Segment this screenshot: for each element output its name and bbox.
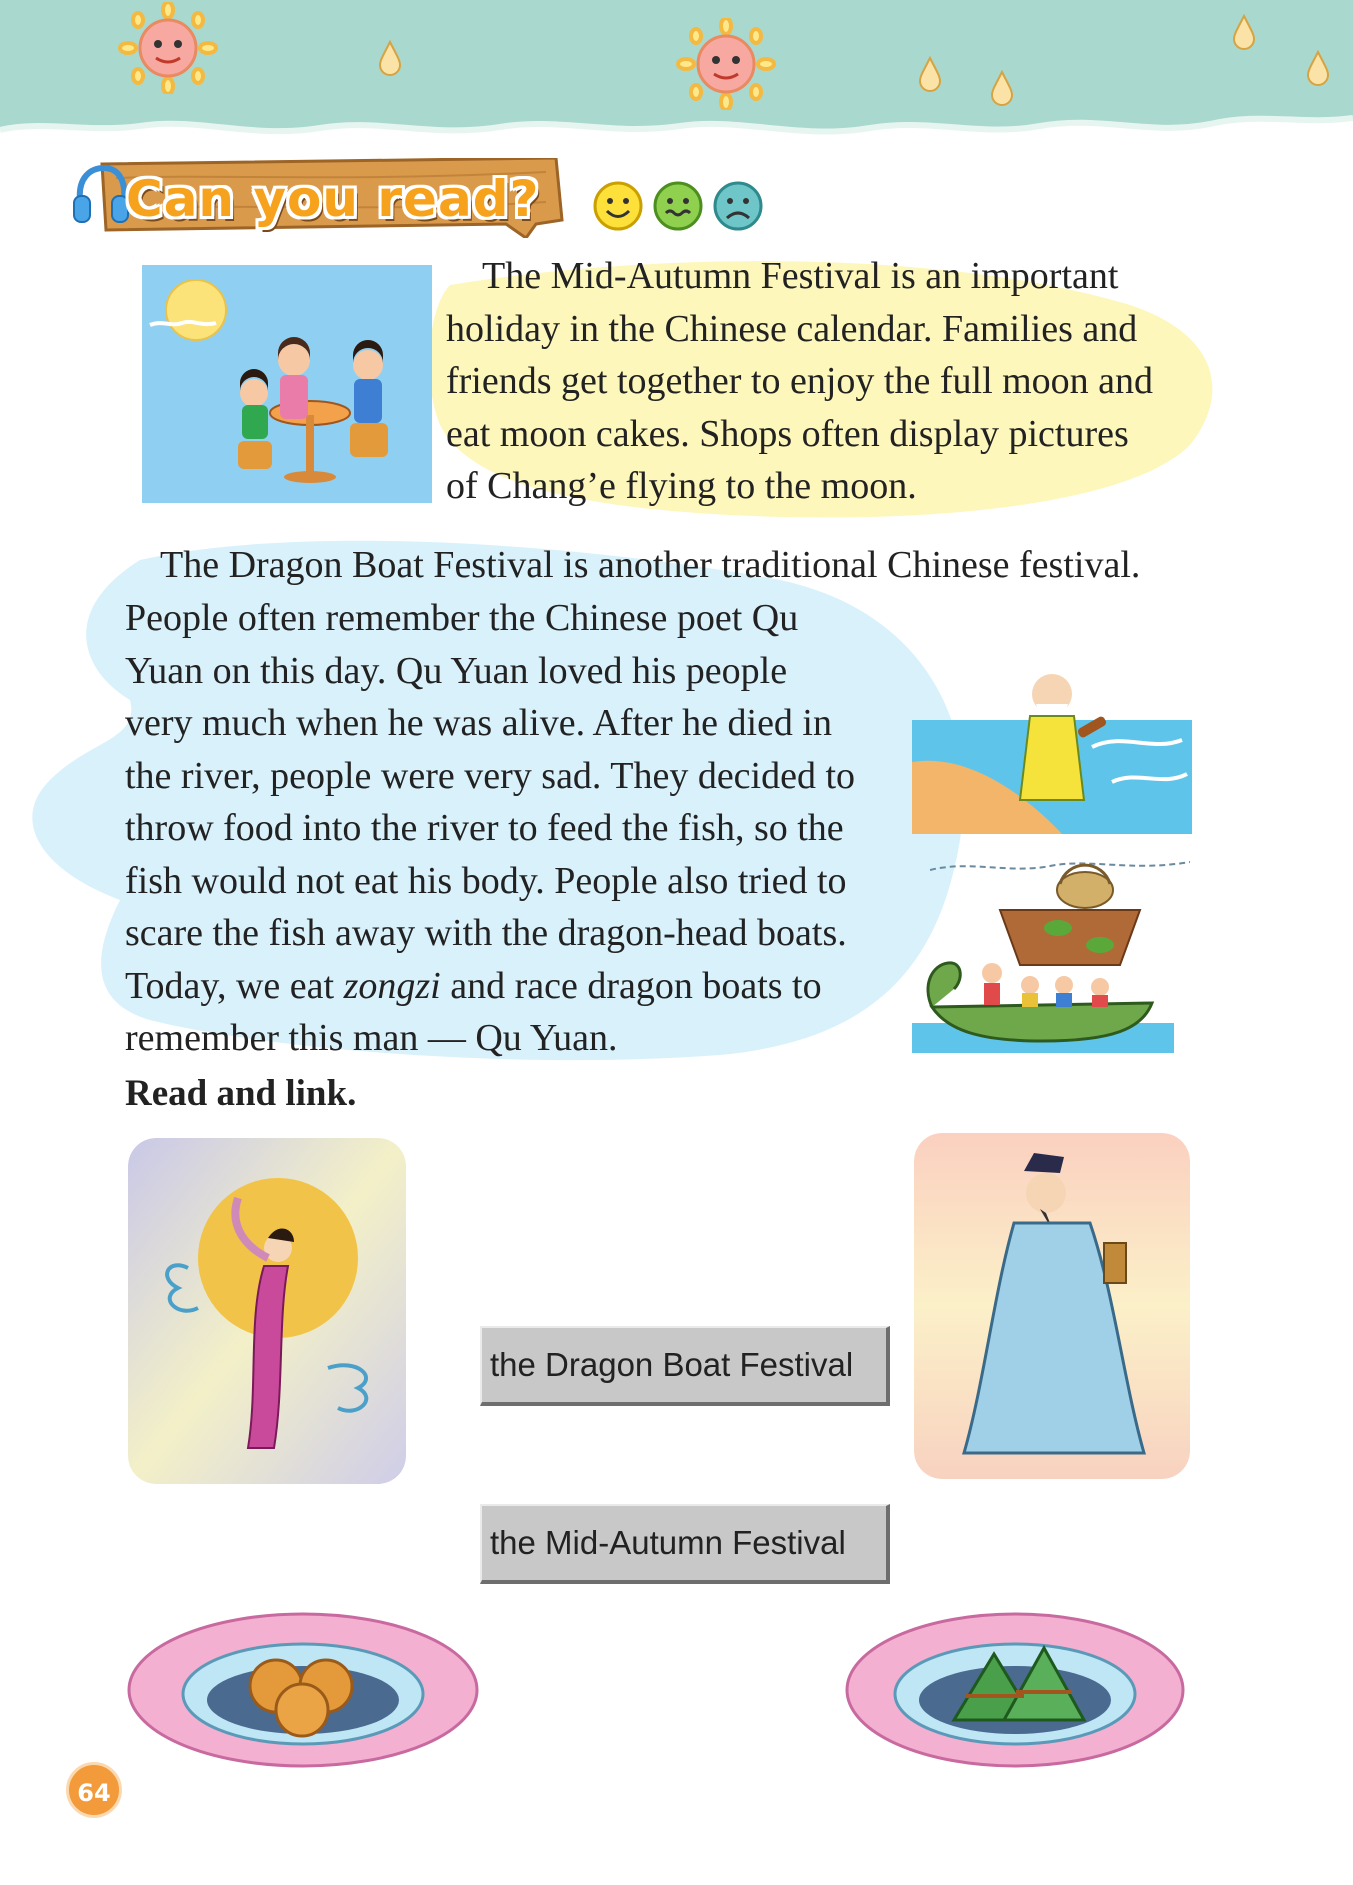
text-line: the river, people were very sad. They decided to (125, 754, 856, 797)
text-line: scare the fish away with the dragon-head boats. (125, 912, 847, 954)
section-title: Can you read? (126, 170, 540, 228)
family-moon-picture (142, 265, 432, 503)
raindrop-icon (918, 56, 942, 92)
neutral-face-icon (652, 180, 704, 232)
text-fragment: and race dragon boats to (440, 964, 822, 1007)
happy-face-icon (592, 180, 644, 232)
label-dragon-boat-festival[interactable]: the Dragon Boat Festival (480, 1326, 890, 1406)
mooncakes-plate[interactable] (126, 1610, 480, 1770)
text-line: Yuan on this day. Qu Yuan loved his people (125, 649, 788, 692)
text-line: remember this man — Qu Yuan. (125, 1017, 618, 1059)
text-line: fish would not eat his body. People also tried to (125, 859, 847, 902)
raindrop-icon (378, 40, 402, 76)
raindrop-icon (990, 70, 1014, 106)
dragon-boat-paragraph (125, 592, 925, 1065)
qu-yuan-river-picture (912, 652, 1192, 834)
raindrop-icon (1232, 14, 1256, 50)
dragon-boat-first-line: The Dragon Boat Festival is another traditional Chinese festival. (160, 544, 1141, 586)
text-line: of Chang’e flying to the moon. (446, 465, 917, 507)
dragon-boat-race-picture (912, 945, 1174, 1053)
raindrop-icon (1306, 50, 1330, 86)
zongzi-plate[interactable] (844, 1610, 1186, 1770)
headphones-icon (70, 160, 130, 230)
change-flying-card[interactable] (128, 1138, 406, 1484)
text-line: People often remember the Chinese poet Qu (125, 597, 799, 639)
label-mid-autumn-festival[interactable]: the Mid-Autumn Festival (480, 1504, 890, 1584)
exercise-heading: Read and link. (125, 1073, 357, 1114)
sad-face-icon (712, 180, 764, 232)
page-number: 64 (66, 1762, 122, 1818)
text-line (125, 960, 925, 1013)
sun-icon (118, 2, 218, 94)
text-line: throw food into the river to feed the fish, so the (125, 807, 844, 849)
text-line: very much when he was alive. After he died in (125, 702, 832, 744)
qu-yuan-card[interactable] (914, 1133, 1190, 1479)
text-fragment: Today, we eat (125, 964, 344, 1007)
mid-autumn-paragraph (446, 250, 1226, 513)
text-line: holiday in the Chinese calendar. Families and (446, 307, 1138, 350)
text-line: eat moon cakes. Shops often display pictures (446, 412, 1129, 455)
text-line: The Mid-Autumn Festival is an important (482, 255, 1119, 297)
italic-word: zongzi (343, 964, 441, 1007)
sun-icon (676, 18, 776, 110)
text-line: friends get together to enjoy the full moon and (446, 360, 1154, 402)
